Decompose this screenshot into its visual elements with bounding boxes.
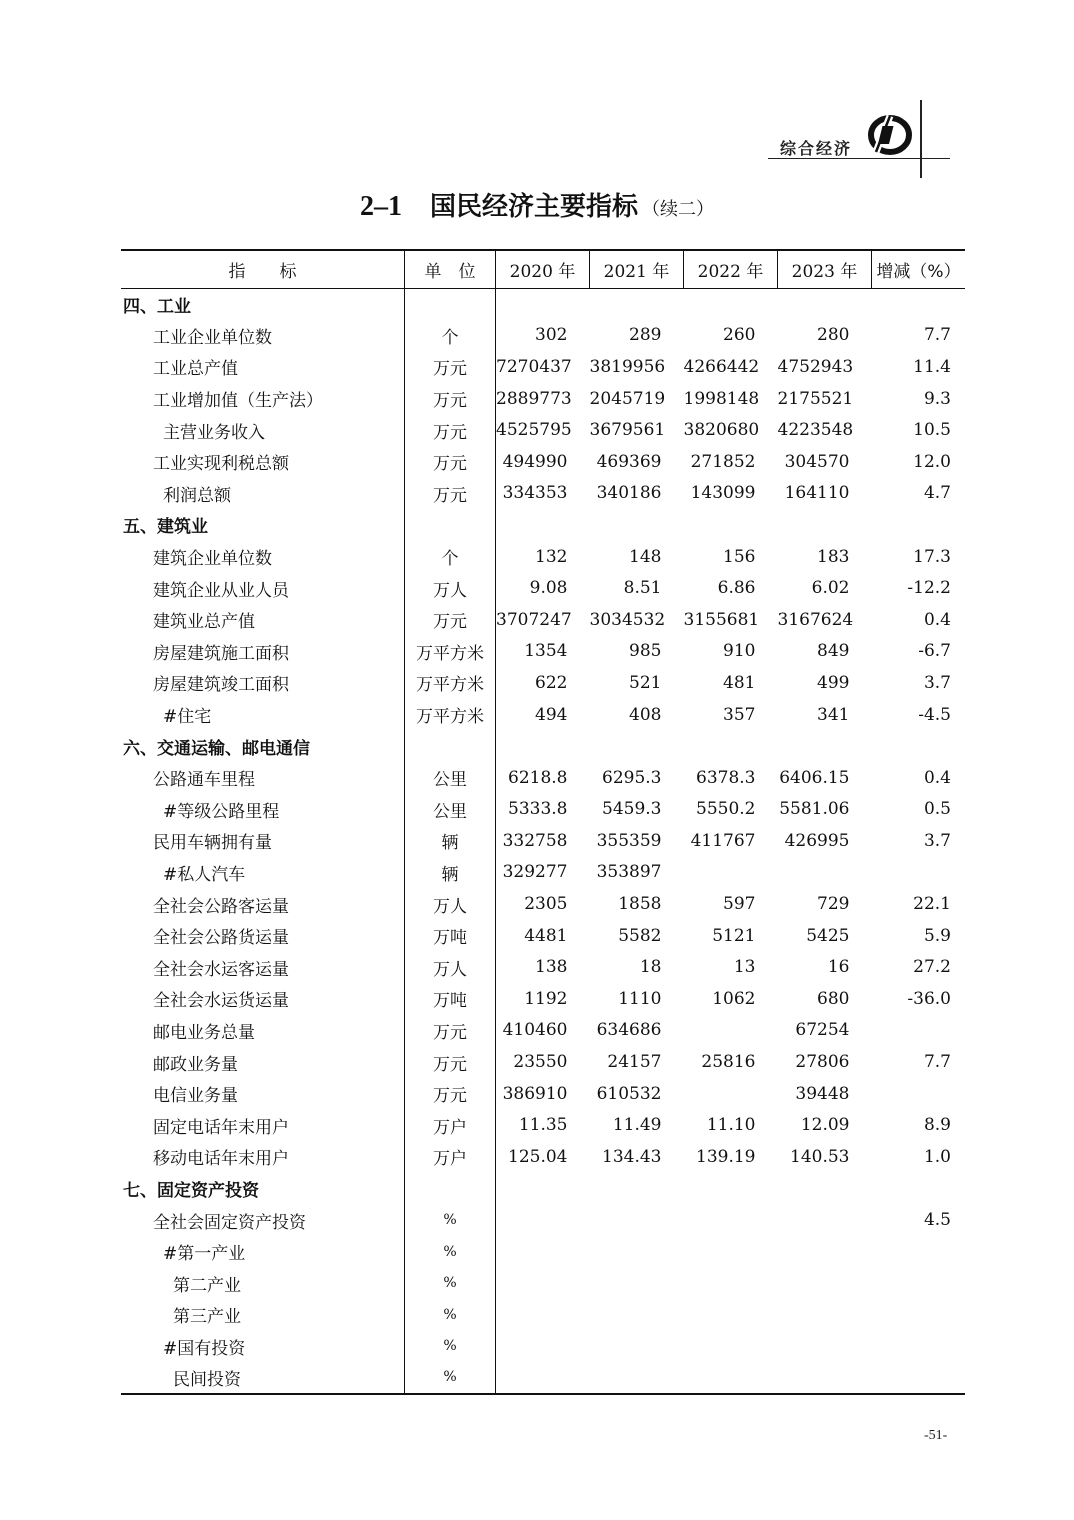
indicator-cell: 工业增加值（生产法） bbox=[153, 391, 323, 412]
indicator-cell: 全社会固定资产投资 bbox=[153, 1212, 306, 1233]
unit-cell: 万人 bbox=[405, 888, 496, 920]
unit-cell: 公里 bbox=[405, 794, 496, 826]
unit-cell: 万户 bbox=[405, 1141, 496, 1173]
table-row bbox=[121, 920, 965, 952]
indicator-cell: 利润总额 bbox=[163, 485, 231, 506]
indicator-cell: 邮电业务总量 bbox=[153, 1022, 255, 1043]
unit-cell: % bbox=[405, 1362, 496, 1394]
value-2020-cell bbox=[496, 1362, 590, 1394]
change-cell: -12.2 bbox=[907, 578, 951, 599]
value-2021-cell bbox=[590, 1362, 684, 1394]
table-row bbox=[121, 794, 965, 826]
table-row bbox=[121, 951, 965, 983]
value-2021-cell bbox=[590, 509, 684, 541]
value-2021-cell bbox=[590, 1299, 684, 1331]
value-2020-cell: 622 bbox=[535, 672, 568, 693]
table-row bbox=[121, 541, 965, 573]
value-2020-cell: 5333.8 bbox=[508, 799, 568, 820]
value-2023-cell: 426995 bbox=[784, 830, 850, 851]
value-2022-cell: 143099 bbox=[690, 483, 756, 504]
value-2023-cell: 6406.15 bbox=[779, 767, 850, 788]
value-2021-cell bbox=[590, 1236, 684, 1268]
value-2021-cell: 634686 bbox=[596, 1020, 662, 1041]
value-2020-cell bbox=[496, 1204, 590, 1236]
indicator-cell: 全社会水运客运量 bbox=[153, 959, 289, 980]
unit-cell: 万吨 bbox=[405, 983, 496, 1015]
indicator-cell: #国有投资 bbox=[163, 1338, 246, 1359]
change-cell bbox=[872, 1267, 966, 1299]
indicator-cell: 民间投资 bbox=[121, 1362, 405, 1394]
change-cell: 1.0 bbox=[923, 1146, 951, 1167]
table-row bbox=[121, 1204, 965, 1236]
value-2021-cell: 3034532 bbox=[589, 609, 666, 630]
unit-cell: 万户 bbox=[405, 1109, 496, 1141]
value-2023-cell: 39448 bbox=[795, 1083, 850, 1104]
value-2020-cell: 23550 bbox=[513, 1052, 568, 1073]
value-2020-cell: 7270437 bbox=[496, 356, 572, 377]
value-2020-cell bbox=[496, 730, 590, 762]
value-2021-cell: 610532 bbox=[596, 1083, 662, 1104]
value-2023-cell: 341 bbox=[817, 704, 850, 725]
change-cell: 5.9 bbox=[923, 925, 951, 946]
table-row bbox=[121, 983, 965, 1015]
change-cell: 8.9 bbox=[923, 1115, 951, 1136]
unit-cell: 个 bbox=[405, 541, 496, 573]
value-2022-cell: 5121 bbox=[712, 925, 756, 946]
table-row bbox=[121, 383, 965, 415]
change-cell: 12.0 bbox=[913, 451, 951, 472]
table-row bbox=[121, 857, 965, 889]
value-2020-cell: 410460 bbox=[502, 1020, 568, 1041]
value-2021-cell: 18 bbox=[639, 957, 662, 978]
table-row bbox=[121, 667, 965, 699]
table-row bbox=[121, 888, 965, 920]
table-title-suffix: （续二） bbox=[642, 199, 714, 220]
value-2022-cell: 3820680 bbox=[683, 420, 760, 441]
change-cell: 17.3 bbox=[913, 546, 951, 567]
section-label: 综合经济 bbox=[780, 139, 853, 158]
value-2023-cell: 280 bbox=[817, 325, 850, 346]
value-2020-cell: 4481 bbox=[524, 925, 568, 946]
value-2020-cell: 329277 bbox=[502, 862, 568, 883]
indicator-cell: 房屋建筑竣工面积 bbox=[153, 675, 289, 696]
indicator-cell: 七、固定资产投资 bbox=[123, 1180, 259, 1201]
value-2021-cell: 5582 bbox=[618, 925, 662, 946]
value-2021-cell: 2045719 bbox=[589, 388, 666, 409]
table-row bbox=[121, 446, 965, 478]
header-2020: 2020 年 bbox=[496, 250, 590, 288]
value-2022-cell: 597 bbox=[723, 894, 756, 915]
table-row bbox=[121, 478, 965, 510]
value-2020-cell: 11.35 bbox=[518, 1115, 568, 1136]
value-2022-cell: 25816 bbox=[701, 1052, 756, 1073]
indicator-cell: 房屋建筑施工面积 bbox=[153, 643, 289, 664]
value-2021-cell: 8.51 bbox=[623, 578, 662, 599]
table-row bbox=[121, 699, 965, 731]
value-2022-cell bbox=[684, 1236, 778, 1268]
value-2021-cell: 985 bbox=[629, 641, 662, 662]
section-row bbox=[121, 1173, 965, 1205]
value-2020-cell bbox=[496, 1236, 590, 1268]
value-2023-cell bbox=[778, 509, 872, 541]
indicator-cell: 民用车辆拥有量 bbox=[153, 833, 272, 854]
value-2020-cell: 6218.8 bbox=[508, 767, 568, 788]
table-header-row bbox=[121, 250, 965, 288]
value-2022-cell bbox=[684, 1204, 778, 1236]
value-2023-cell bbox=[778, 1362, 872, 1394]
indicator-cell: 六、交通运输、邮电通信 bbox=[123, 738, 310, 759]
value-2023-cell: 3167624 bbox=[777, 609, 854, 630]
value-2023-cell bbox=[778, 1204, 872, 1236]
table-body bbox=[121, 288, 965, 1394]
indicator-cell: 第三产业 bbox=[173, 1307, 241, 1328]
table-row bbox=[121, 1236, 965, 1268]
change-cell: -4.5 bbox=[918, 704, 951, 725]
indicator-cell: 电信业务量 bbox=[153, 1086, 238, 1107]
change-cell bbox=[872, 288, 966, 320]
value-2020-cell: 1192 bbox=[524, 988, 568, 1009]
value-2022-cell: 411767 bbox=[690, 830, 756, 851]
unit-cell: 万元 bbox=[405, 1015, 496, 1047]
value-2020-cell: 494 bbox=[535, 704, 568, 725]
table-row bbox=[121, 1015, 965, 1047]
indicator-cell: 主营业务收入 bbox=[163, 422, 265, 443]
value-2021-cell: 6295.3 bbox=[602, 767, 662, 788]
table-title: 国民经济主要指标 bbox=[429, 192, 638, 222]
page-title bbox=[0, 186, 1074, 223]
change-cell: 3.7 bbox=[923, 672, 951, 693]
value-2023-cell bbox=[778, 1267, 872, 1299]
value-2023-cell: 304570 bbox=[784, 451, 850, 472]
value-2020-cell bbox=[496, 1331, 590, 1363]
value-2022-cell: 910 bbox=[723, 641, 756, 662]
value-2021-cell bbox=[590, 1267, 684, 1299]
header-2021: 2021 年 bbox=[590, 250, 684, 288]
value-2021-cell: 353897 bbox=[596, 862, 662, 883]
value-2020-cell: 2305 bbox=[524, 894, 568, 915]
header-change: 增减（%） bbox=[872, 250, 966, 288]
value-2023-cell: 27806 bbox=[795, 1052, 850, 1073]
value-2022-cell: 5550.2 bbox=[696, 799, 756, 820]
value-2023-cell bbox=[778, 730, 872, 762]
value-2023-cell: 140.53 bbox=[790, 1146, 850, 1167]
value-2020-cell: 1354 bbox=[524, 641, 568, 662]
value-2023-cell: 5425 bbox=[806, 925, 850, 946]
value-2022-cell: 271852 bbox=[690, 451, 756, 472]
table-row bbox=[121, 825, 965, 857]
indicator-cell: 工业实现利税总额 bbox=[153, 454, 289, 475]
value-2020-cell: 332758 bbox=[502, 830, 568, 851]
value-2022-cell bbox=[684, 1267, 778, 1299]
change-cell bbox=[872, 1299, 966, 1331]
value-2022-cell: 13 bbox=[733, 957, 756, 978]
change-cell: 3.7 bbox=[923, 830, 951, 851]
indicator-cell: 建筑业总产值 bbox=[153, 612, 255, 633]
section-row bbox=[121, 730, 965, 762]
indicator-cell: 全社会水运货运量 bbox=[153, 991, 289, 1012]
table-row bbox=[121, 1046, 965, 1078]
value-2022-cell: 481 bbox=[723, 672, 756, 693]
value-2022-cell bbox=[684, 1362, 778, 1394]
value-2023-cell: 183 bbox=[817, 546, 850, 567]
value-2023-cell: 849 bbox=[817, 641, 850, 662]
header-2023: 2023 年 bbox=[778, 250, 872, 288]
value-2023-cell bbox=[778, 1299, 872, 1331]
value-2020-cell: 9.08 bbox=[529, 578, 568, 599]
unit-cell: 个 bbox=[405, 320, 496, 352]
value-2020-cell bbox=[496, 288, 590, 320]
table-row bbox=[121, 1299, 965, 1331]
table-row bbox=[121, 1141, 965, 1173]
value-2022-cell: 1998148 bbox=[683, 388, 760, 409]
value-2023-cell bbox=[778, 1331, 872, 1363]
indicator-cell: #等级公路里程 bbox=[163, 801, 280, 822]
value-2023-cell bbox=[778, 1236, 872, 1268]
table-row bbox=[121, 636, 965, 668]
unit-cell: 辆 bbox=[405, 857, 496, 889]
change-cell: -36.0 bbox=[907, 988, 951, 1009]
indicator-cell: #私人汽车 bbox=[163, 864, 246, 885]
table-row bbox=[121, 1109, 965, 1141]
table-number: 2–1 bbox=[359, 191, 402, 222]
value-2021-cell: 408 bbox=[629, 704, 662, 725]
value-2022-cell: 156 bbox=[723, 546, 756, 567]
change-cell: 4.5 bbox=[923, 1210, 951, 1231]
statistics-logo-icon bbox=[866, 112, 912, 156]
value-2020-cell: 334353 bbox=[502, 483, 568, 504]
unit-cell: % bbox=[405, 1331, 496, 1363]
value-2022-cell bbox=[684, 1299, 778, 1331]
unit-cell: 万平方米 bbox=[405, 636, 496, 668]
indicator-cell: 第二产业 bbox=[173, 1275, 241, 1296]
change-cell bbox=[872, 730, 966, 762]
value-2021-cell: 134.43 bbox=[602, 1146, 662, 1167]
change-cell: 9.3 bbox=[923, 388, 951, 409]
change-cell: 7.7 bbox=[923, 325, 951, 346]
change-cell: 4.7 bbox=[923, 483, 951, 504]
value-2021-cell: 3819956 bbox=[589, 356, 666, 377]
value-2023-cell: 2175521 bbox=[777, 388, 854, 409]
value-2022-cell: 139.19 bbox=[696, 1146, 756, 1167]
value-2020-cell: 132 bbox=[535, 546, 568, 567]
value-2021-cell: 1110 bbox=[618, 988, 662, 1009]
value-2023-cell bbox=[778, 857, 872, 889]
indicator-table bbox=[121, 249, 959, 1395]
indicator-cell: 五、建筑业 bbox=[123, 517, 208, 538]
table-row bbox=[121, 604, 965, 636]
indicator-cell: 工业企业单位数 bbox=[153, 327, 272, 348]
header-unit: 单 位 bbox=[405, 250, 496, 288]
value-2022-cell bbox=[684, 1078, 778, 1110]
change-cell bbox=[872, 1362, 966, 1394]
change-cell: 27.2 bbox=[913, 957, 951, 978]
value-2023-cell bbox=[778, 1173, 872, 1205]
value-2020-cell: 138 bbox=[535, 957, 568, 978]
unit-cell: 万平方米 bbox=[405, 667, 496, 699]
value-2023-cell: 12.09 bbox=[800, 1115, 850, 1136]
value-2023-cell: 16 bbox=[827, 957, 850, 978]
change-cell: 0.4 bbox=[923, 609, 951, 630]
value-2021-cell: 11.49 bbox=[612, 1115, 662, 1136]
value-2021-cell: 340186 bbox=[596, 483, 662, 504]
value-2023-cell bbox=[778, 288, 872, 320]
value-2020-cell bbox=[496, 509, 590, 541]
value-2022-cell bbox=[684, 857, 778, 889]
unit-cell: % bbox=[405, 1204, 496, 1236]
value-2021-cell: 3679561 bbox=[589, 420, 666, 441]
unit-cell: 万元 bbox=[405, 604, 496, 636]
indicator-cell: #住宅 bbox=[163, 707, 212, 728]
change-cell: 0.5 bbox=[923, 799, 951, 820]
unit-cell: 万吨 bbox=[405, 920, 496, 952]
value-2023-cell: 4752943 bbox=[777, 356, 854, 377]
value-2021-cell: 289 bbox=[629, 325, 662, 346]
value-2022-cell: 3155681 bbox=[683, 609, 760, 630]
value-2020-cell bbox=[496, 1267, 590, 1299]
table-row bbox=[121, 572, 965, 604]
indicator-cell: 全社会公路货运量 bbox=[153, 928, 289, 949]
change-cell: -6.7 bbox=[918, 641, 951, 662]
table-row bbox=[121, 1267, 965, 1299]
indicator-cell: 建筑企业单位数 bbox=[153, 549, 272, 570]
table-row bbox=[121, 414, 965, 446]
value-2020-cell: 2889773 bbox=[496, 388, 572, 409]
value-2020-cell bbox=[496, 1299, 590, 1331]
indicator-cell: 四、工业 bbox=[123, 296, 191, 317]
unit-cell bbox=[405, 288, 496, 320]
value-2021-cell: 148 bbox=[629, 546, 662, 567]
table-row bbox=[121, 320, 965, 352]
page-number: -51- bbox=[924, 1428, 948, 1443]
unit-cell: 万元 bbox=[405, 478, 496, 510]
unit-cell: 万元 bbox=[405, 1046, 496, 1078]
value-2022-cell: 6.86 bbox=[717, 578, 756, 599]
value-2020-cell: 4525795 bbox=[496, 420, 572, 441]
value-2022-cell: 11.10 bbox=[706, 1115, 756, 1136]
section-row bbox=[121, 509, 965, 541]
indicator-cell: 移动电话年末用户 bbox=[153, 1149, 289, 1170]
value-2021-cell: 521 bbox=[629, 672, 662, 693]
value-2020-cell: 302 bbox=[535, 325, 568, 346]
change-cell bbox=[872, 1236, 966, 1268]
value-2023-cell: 67254 bbox=[795, 1020, 850, 1041]
change-cell: 7.7 bbox=[923, 1052, 951, 1073]
value-2020-cell: 494990 bbox=[502, 451, 568, 472]
value-2021-cell: 24157 bbox=[607, 1052, 662, 1073]
unit-cell: 公里 bbox=[405, 762, 496, 794]
change-cell bbox=[872, 1078, 966, 1110]
table-row bbox=[121, 351, 965, 383]
value-2022-cell: 260 bbox=[723, 325, 756, 346]
value-2022-cell: 357 bbox=[723, 704, 756, 725]
unit-cell: 万元 bbox=[405, 446, 496, 478]
unit-cell: 万元 bbox=[405, 414, 496, 446]
change-cell: 22.1 bbox=[913, 894, 951, 915]
value-2021-cell bbox=[590, 730, 684, 762]
value-2023-cell: 680 bbox=[817, 988, 850, 1009]
change-cell bbox=[872, 1331, 966, 1363]
value-2022-cell: 4266442 bbox=[683, 356, 760, 377]
value-2021-cell: 5459.3 bbox=[602, 799, 662, 820]
value-2021-cell bbox=[590, 1331, 684, 1363]
unit-cell: 万人 bbox=[405, 951, 496, 983]
value-2023-cell: 729 bbox=[817, 894, 850, 915]
value-2023-cell: 6.02 bbox=[811, 578, 850, 599]
value-2021-cell: 355359 bbox=[596, 830, 662, 851]
table-row bbox=[121, 1362, 965, 1394]
change-cell bbox=[872, 857, 966, 889]
indicator-cell: 公路通车里程 bbox=[153, 770, 255, 791]
value-2021-cell bbox=[590, 1173, 684, 1205]
value-2020-cell: 125.04 bbox=[508, 1146, 568, 1167]
indicator-cell: #第一产业 bbox=[163, 1244, 246, 1265]
value-2023-cell: 4223548 bbox=[777, 420, 854, 441]
indicator-cell: 邮政业务量 bbox=[153, 1054, 238, 1075]
unit-cell: % bbox=[405, 1299, 496, 1331]
header-2022: 2022 年 bbox=[684, 250, 778, 288]
value-2020-cell: 386910 bbox=[502, 1083, 568, 1104]
table-row bbox=[121, 1078, 965, 1110]
table-row bbox=[121, 762, 965, 794]
change-cell bbox=[872, 509, 966, 541]
unit-cell: 辆 bbox=[405, 825, 496, 857]
unit-cell: 万人 bbox=[405, 572, 496, 604]
value-2020-cell bbox=[496, 1173, 590, 1205]
value-2023-cell: 164110 bbox=[784, 483, 850, 504]
unit-cell: % bbox=[405, 1267, 496, 1299]
change-cell bbox=[872, 1173, 966, 1205]
unit-cell bbox=[405, 1173, 496, 1205]
table-row bbox=[121, 1331, 965, 1363]
value-2022-cell bbox=[684, 288, 778, 320]
value-2022-cell bbox=[684, 730, 778, 762]
indicator-cell: 固定电话年末用户 bbox=[153, 1117, 289, 1138]
unit-cell: 万元 bbox=[405, 1078, 496, 1110]
change-cell: 11.4 bbox=[913, 356, 951, 377]
header-indicator: 指 标 bbox=[121, 250, 405, 288]
value-2022-cell: 1062 bbox=[712, 988, 756, 1009]
change-cell: 10.5 bbox=[913, 420, 951, 441]
unit-cell: % bbox=[405, 1236, 496, 1268]
value-2023-cell: 499 bbox=[817, 672, 850, 693]
change-cell bbox=[872, 1015, 966, 1047]
indicator-cell: 工业总产值 bbox=[153, 359, 238, 380]
indicator-cell: 建筑企业从业人员 bbox=[153, 580, 289, 601]
header-vertical-rule bbox=[920, 100, 922, 178]
unit-cell: 万元 bbox=[405, 383, 496, 415]
value-2021-cell: 469369 bbox=[596, 451, 662, 472]
value-2021-cell bbox=[590, 1204, 684, 1236]
change-cell: 0.4 bbox=[923, 767, 951, 788]
unit-cell bbox=[405, 509, 496, 541]
section-row bbox=[121, 288, 965, 320]
value-2021-cell: 1858 bbox=[618, 894, 662, 915]
value-2022-cell bbox=[684, 1015, 778, 1047]
value-2022-cell bbox=[684, 1331, 778, 1363]
unit-cell: 万元 bbox=[405, 351, 496, 383]
value-2022-cell bbox=[684, 1173, 778, 1205]
unit-cell bbox=[405, 730, 496, 762]
value-2023-cell: 5581.06 bbox=[779, 799, 850, 820]
value-2022-cell: 6378.3 bbox=[696, 767, 756, 788]
value-2020-cell: 3707247 bbox=[496, 609, 572, 630]
value-2022-cell bbox=[684, 509, 778, 541]
value-2021-cell bbox=[590, 288, 684, 320]
unit-cell: 万平方米 bbox=[405, 699, 496, 731]
indicator-cell: 全社会公路客运量 bbox=[153, 896, 289, 917]
